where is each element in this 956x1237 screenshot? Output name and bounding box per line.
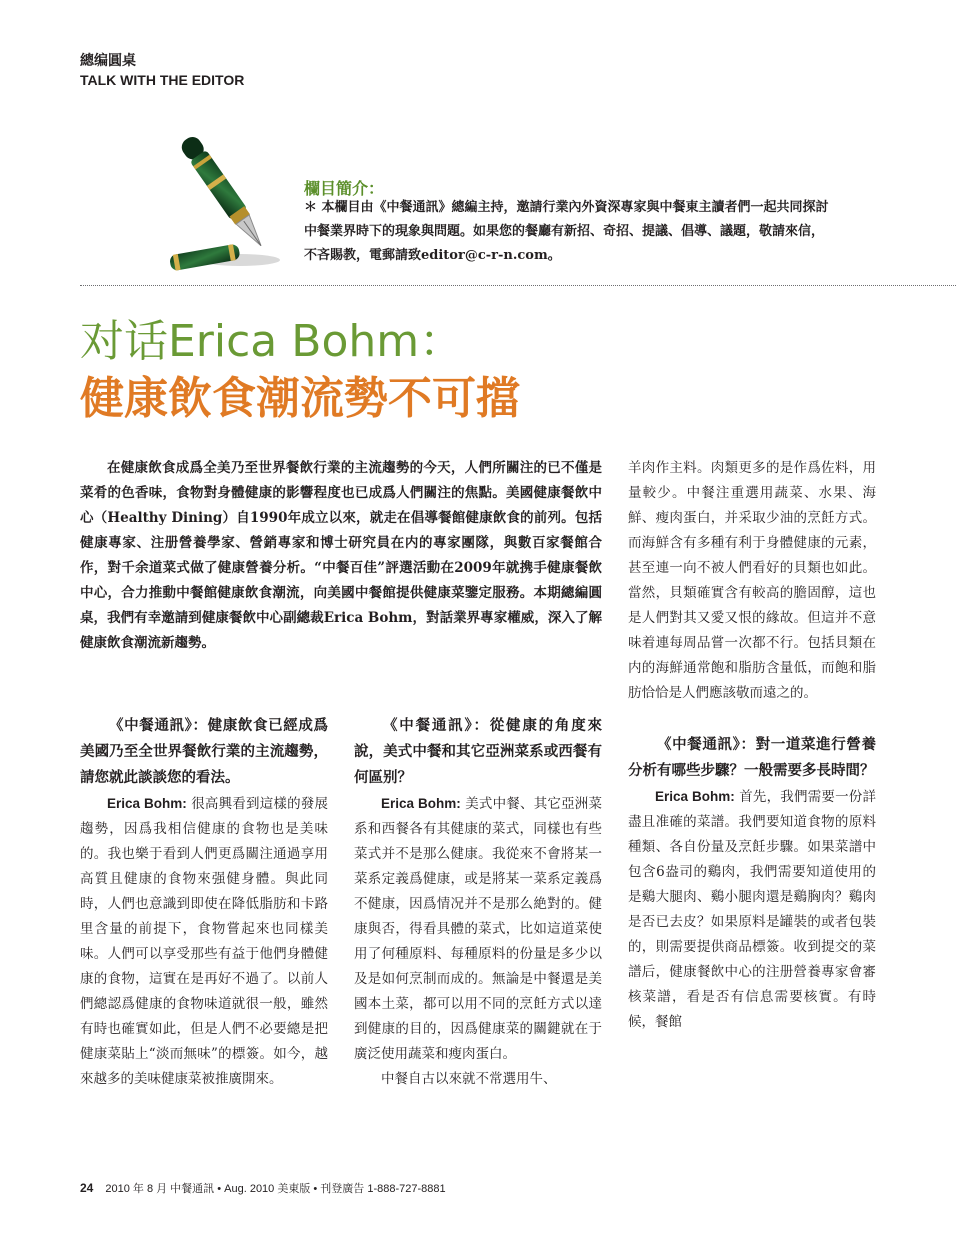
article-column-3 xyxy=(628,456,876,1035)
section-title-en: TALK WITH THE EDITOR xyxy=(80,72,245,88)
interview-answer xyxy=(354,791,602,1067)
page-number: 24 xyxy=(80,1181,94,1195)
footer-text: 2010 年 8 月 中餐通訊 • Aug. 2010 美東版 • 刊登廣告 1-888-727-8881 xyxy=(105,1183,446,1195)
column-intro-text: ＊ 本欄目由《中餐通訊》總編主持，邀請行業內外資深專家與中餐東主讀者們一起共同探討中餐業界時下的現象與問題。如果您的餐廳有新招、奇招、提議、倡導、議題，敬請來信，不吝賜教，電郵請致editor@c-r-n.com。 xyxy=(304,200,829,263)
body-paragraph: 中餐自古以來就不常選用牛、 xyxy=(381,1071,557,1087)
dotted-divider xyxy=(80,285,956,286)
interview-question: 《中餐通訊》：健康飲食已經成爲美國乃至全世界餐飲行業的主流趨勢，請您就此談談您的看法。 xyxy=(80,717,328,786)
speaker-name: Erica Bohm: xyxy=(107,796,187,811)
article-column-1 xyxy=(80,713,328,1092)
fountain-pen-icon xyxy=(150,110,295,275)
page-footer xyxy=(80,1180,446,1196)
body-paragraph: 羊肉作主料。肉類更多的是作爲佐料，用量較少。中餐注重選用蔬菜、水果、海鮮、瘦肉蛋白，并采取少油的烹飪方式。而海鮮含有多種有利于身體健康的元素，甚至連一向不被人們看好的貝類也如此。當然，貝類確實含有較高的膽固醇，這也是人們對其又愛又恨的緣故。但這并不意味着連每周品嘗一次都不行。包括貝類在内的海鮮通常飽和脂肪含量低，而飽和脂肪恰恰是人們應該敬而遠之的。 xyxy=(628,460,876,701)
headline-line-2: 健康飲食潮流勢不可擋 xyxy=(80,373,520,424)
speaker-name: Erica Bohm: xyxy=(655,789,735,804)
article-column-2 xyxy=(354,713,602,1092)
interview-answer xyxy=(80,791,328,1092)
answer-text: 美式中餐、其它亞洲菜系和西餐各有其健康的菜式，同樣也有些菜式并不是那么健康。我從來不會將某一菜系定義爲健康，或是將某一菜系定義爲不健康，因爲情况并不是那么絶對的。健康與否，得看具體的菜式，比如這道菜使用了何種原料、每種原料的份量是多少以及是如何烹制而成的。無論是中餐還是美國本土菜，都可以用不同的烹飪方式以達到健康的目的，因爲健康菜的關鍵就在于廣泛使用蔬菜和瘦肉蛋白。 xyxy=(354,796,602,1062)
column-intro-title: 欄目簡介： xyxy=(304,179,385,198)
section-title-zh: 總编圓桌 xyxy=(80,53,136,69)
answer-text: 首先，我們需要一份詳盡且准確的菜譜。我們要知道食物的原料種類、各自份量及烹飪步驟。如果菜譜中包含6盎司的鷄肉，我們需要知道使用的是鷄大腿肉、鷄小腿肉還是鷄胸肉？鷄肉是否已去皮？如果原料是罐裝的或者包裝的，則需要提供商品標簽。收到提交的菜譜后，健康餐飲中心的注册營養專家會審核菜譜，看是否有信息需要核實。有時候，餐館 xyxy=(628,789,876,1030)
lead-paragraph xyxy=(80,456,602,656)
lead-text: 在健康飲食成爲全美乃至世界餐飲行業的主流趨勢的今天，人們所關注的已不僅是菜肴的色香味，食物對身體健康的影響程度也已成爲人們關注的焦點。美國健康餐飲中心（Healthy Dining）自1990年成立以來，就走在倡導餐館健康飲食的前列。包括健康專家、注册營養學家、營銷專家和博士研究員在内的專家團隊，與數百家餐館合作，對千余道菜式做了健康營養分析。“中餐百佳”評選活動在2009年就携手健康餐飲中心，合力推動中餐館健康飲食潮流，向美國中餐館提供健康菜鑒定服務。本期總編圓桌，我們有幸邀請到健康餐飲中心副總裁Erica Bohm，對話業界專家權威，深入了解健康飲食潮流新趨勢。 xyxy=(80,460,602,651)
interview-question: 《中餐通訊》：對一道菜進行營養分析有哪些步驟？一般需要多長時間？ xyxy=(628,736,876,779)
speaker-name: Erica Bohm: xyxy=(381,796,461,811)
answer-text: 很高興看到這樣的發展趨勢，因爲我相信健康的食物也是美味的。我也樂于看到人們更爲關注通過享用高質且健康的食物來强健身體。與此同時，人們也意識到即使在降低脂肪和卡路里含量的前提下，食物嘗起來也同樣美味。人們可以享受那些有益于他們身體健康的食物，這實在是再好不過了。以前人們總認爲健康的食物味道就很一般，雖然有時也確實如此，但是人們不必要總是把健康菜貼上“淡而無味”的標簽。如今，越來越多的美味健康菜被推廣開來。 xyxy=(80,796,328,1087)
interview-question: 《中餐通訊》：從健康的角度來說，美式中餐和其它亞洲菜系或西餐有何區别？ xyxy=(354,717,602,786)
headline-line-1: 对话Erica Bohm： xyxy=(80,316,464,367)
interview-answer xyxy=(628,784,876,1035)
